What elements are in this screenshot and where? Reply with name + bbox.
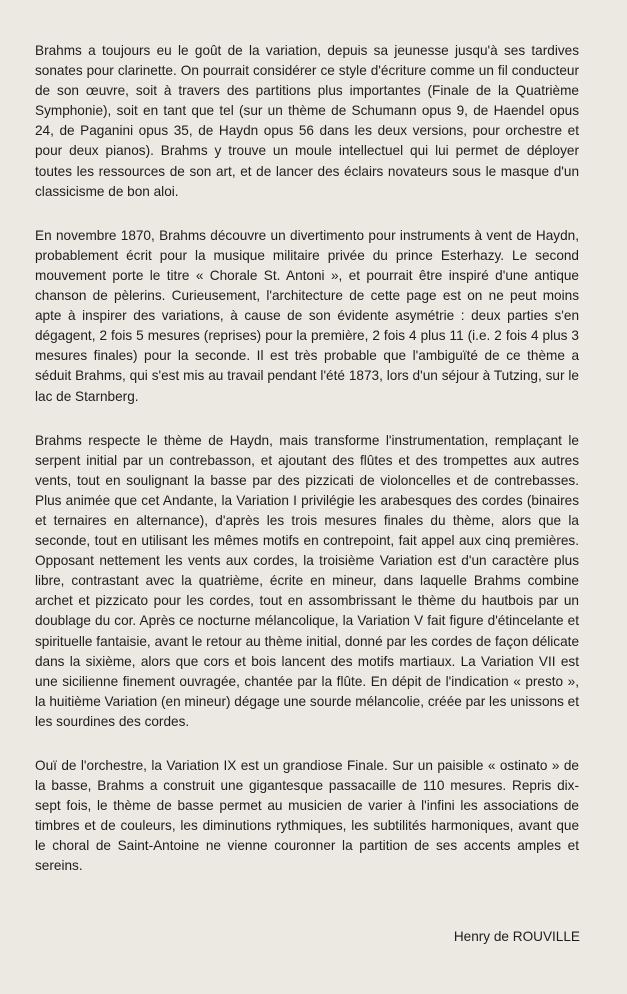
paragraph-3: Brahms respecte le thème de Haydn, mais transforme l'instrumentation, remplaçant le serpent initial par un contrebasson, et ajoutant des flûtes et des trompettes aux autres vents, tout en soulignant la basse par des pizzicati de violoncelles et de contrebasses. Plus animée que cet Andante, la Variation I privilégie les arabesques des cordes (binaires et ternaires en alternance), d'après les trois mesures finales du thème, alors que la seconde, tout en utilisant les mêmes motifs en contrepoint, fait appel aux cinq premières. Opposant nettement les vents aux cordes, la troisième Variation est d'un caractère plus libre, contrastant avec la quatrième, écrite en mineur, dans laquelle Brahms combine archet et pizzicato pour les cordes, tout en assombrissant le thème du hautbois par un doublage du cor. Après ce nocturne mélancolique, la Variation V fait figure d'étincelante et spirituelle fantaisie, avant le retour au thème initial, donné par les cordes de façon délicate dans la sixième, alors que cors et bois lancent des motifs martiaux. La Variation VII est une sicilienne finement ouvragée, chantée par la flûte. En dépit de l'indication « presto », la huitième Variation (en mineur) dégage une sourde mélancolie, créée par les unissons et les sourdines des cordes. xyxy=(35,432,579,729)
article-body xyxy=(35,41,579,901)
paragraph-2: En novembre 1870, Brahms découvre un divertimento pour instruments à vent de Haydn, probablement écrit pour la musique militaire privée du prince Esterhazy. Le second mouvement porte le titre « Chorale St. Antoni », et pourrait être inspiré d'une antique chanson de pèlerins. Curieusement, l'architecture de cette page est on ne peut moins apte à inspirer des variations, à cause de son évidente asymétrie : deux parties s'en dégagent, 2 fois 5 mesures (reprises) pour la première, 2 fois 4 plus 11 (i.e. 2 fois 4 plus 3 mesures finales) pour la seconde. Il est très probable que l'ambiguïté de ce thème a séduit Brahms, qui s'est mis au travail pendant l'été 1873, lors d'un séjour à Tutzing, sur le lac de Starnberg. xyxy=(35,227,579,404)
paragraph-4: Ouï de l'orchestre, la Variation IX est un grandiose Finale. Sur un paisible « ostinato » de la basse, Brahms a construit une gigantesque passacaille de 110 mesures. Repris dix-sept fois, le thème de basse permet au musicien de varier à l'infini les associations de timbres et de couleurs, les diminutions rythmiques, les subtilités harmoniques, avant que le choral de Saint-Antoine ne vienne couronner la partition de ses accents amples et sereins. xyxy=(35,758,579,874)
author-signature: Henry de ROUVILLE xyxy=(453,929,580,944)
paragraph-1: Brahms a toujours eu le goût de la variation, depuis sa jeunesse jusqu'à ses tardives sonates pour clarinette. On pourrait considérer ce style d'écriture comme un fil conducteur de son œuvre, soit à travers des partitions plus importantes (Finale de la Quatrième Symphonie), soit en tant que tel (sur un thème de Schumann opus 9, de Haendel opus 24, de Paganini opus 35, de Haydn opus 56 dans les deux versions, pour orchestre et pour deux pianos). Brahms y trouve un moule intellectuel qui lui permet de déployer toutes les ressources de son art, et de lancer des éclairs novateurs sous le masque d'un classicisme de bon aloi. xyxy=(35,43,579,199)
